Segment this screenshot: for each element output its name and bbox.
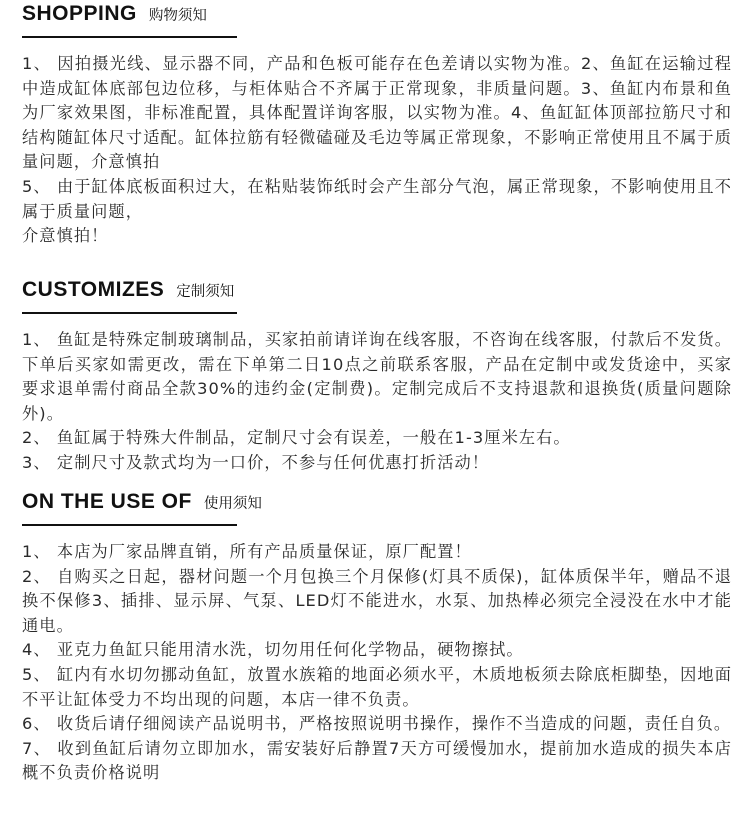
shopping-title-cn: 购物须知 [148, 8, 207, 24]
usage-note: 6、 收货后请仔细阅读产品说明书，严格按照说明书操作，操作不当造成的问题，责任自负。 [22, 714, 732, 734]
customizes-note: 2、 鱼缸属于特殊大件制品，定制尺寸会有误差，一般在1-3厘米左右。 [22, 428, 571, 448]
shopping-title-en: SHOPPING [22, 2, 137, 25]
usage-heading [22, 490, 732, 522]
usage-section [22, 490, 732, 786]
shopping-section [22, 2, 732, 249]
usage-divider [22, 524, 237, 526]
shopping-note: 1、 因拍摄光线、显示器不同，产品和色板可能存在色差请以实物为准。2、鱼缸在运输过程中造成缸体底部包边位移，与柜体贴合不齐属于正常现象，非质量问题。3、鱼缸内布景和鱼为厂家效果图，非标准配置，具体配置详询客服，以实物为准。4、鱼缸缸体顶部拉筋尺寸和结构随缸体尺寸适配。缸体拉筋有轻微磕碰及毛边等属正常现象，不影响正常使用且不属于质量问题，介意慎拍 [22, 54, 732, 172]
shopping-divider [22, 36, 237, 38]
usage-notes [22, 540, 732, 786]
shopping-note: 5、 由于缸体底板面积过大，在粘贴装饰纸时会产生部分气泡，属正常现象，不影响使用且不属于质量问题， [22, 176, 732, 221]
shopping-heading [22, 2, 732, 34]
customizes-title-en: CUSTOMIZES [22, 278, 165, 301]
usage-note: 4、 亚克力鱼缸只能用清水洗，切勿用任何化学物品，硬物擦拭。 [22, 640, 524, 660]
customizes-notes [22, 328, 732, 476]
customizes-note: 3、 定制尺寸及款式均为一口价，不参与任何优惠打折活动！ [22, 452, 490, 472]
usage-note: 2、 自购买之日起，器材问题一个月包换三个月保修(灯具不质保)，缸体质保半年，赠品不退换不保修3、插排、显示屏、气泵、LED灯不能进水，水泵、加热棒必须完全浸没在水中才能通电。 [22, 566, 732, 635]
customizes-heading [22, 278, 732, 310]
usage-title-en: ON THE USE OF [22, 490, 192, 513]
customizes-divider [22, 312, 237, 314]
customizes-section [22, 278, 732, 476]
shopping-note: 介意慎拍！ [22, 226, 109, 246]
customizes-note: 1、 鱼缸是特殊定制玻璃制品，买家拍前请详询在线客服，不咨询在线客服，付款后不发货。下单后买家如需更改，需在下单第二日10点之前联系客服，产品在定制中或发货途中，买家要求退单需付商品全款30%的违约金(定制费)。定制完成后不支持退款和退换货(质量问题除外)。 [22, 330, 732, 423]
usage-note: 7、 收到鱼缸后请勿立即加水，需安装好后静置7天方可缓慢加水，提前加水造成的损失本店概不负责价格说明 [22, 738, 732, 783]
usage-note: 5、 缸内有水切勿挪动鱼缸，放置水族箱的地面必须水平，木质地板须去除底柜脚垫，因地面不平让缸体受力不均出现的问题，本店一律不负责。 [22, 664, 732, 709]
usage-note: 1、 本店为厂家品牌直销，所有产品质量保证，原厂配置！ [22, 542, 472, 561]
usage-title-cn: 使用须知 [203, 496, 262, 512]
customizes-title-cn: 定制须知 [176, 284, 235, 300]
shopping-notes [22, 52, 732, 249]
